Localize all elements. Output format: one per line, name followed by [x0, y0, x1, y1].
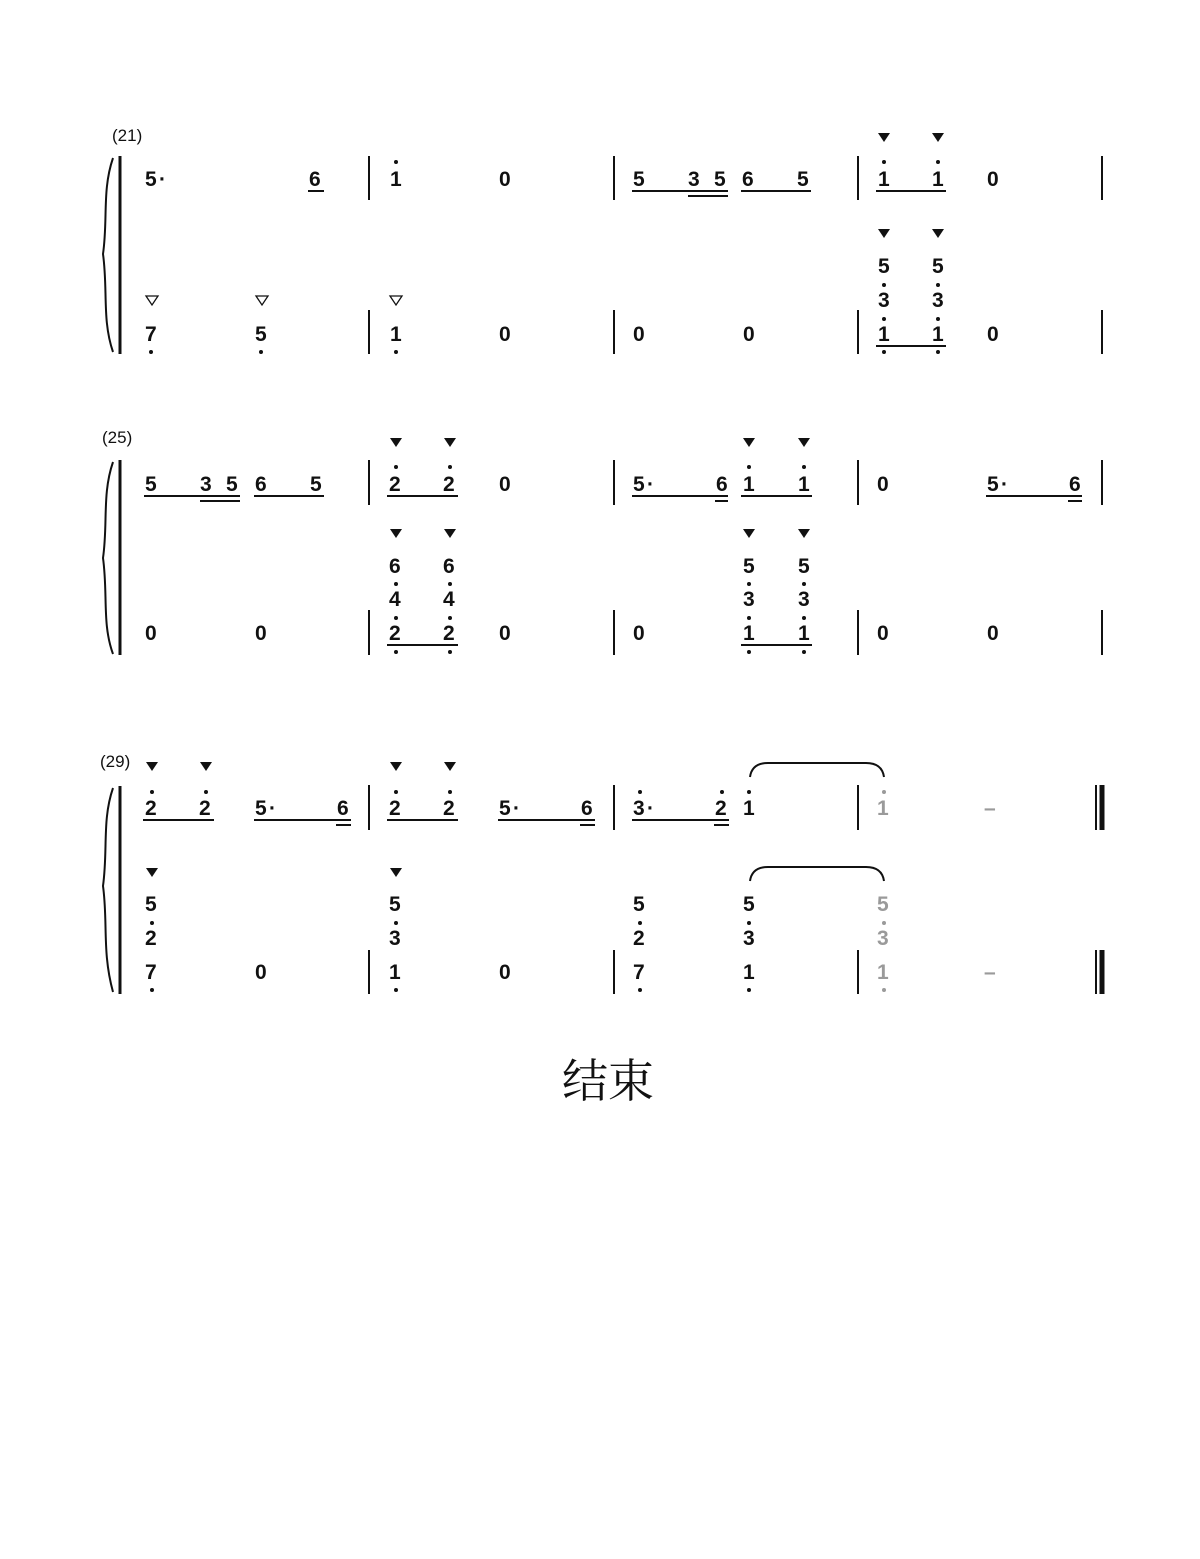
- rest: 0: [499, 473, 511, 496]
- measure-number-25: (25): [102, 428, 133, 447]
- accent-icon: [390, 438, 402, 447]
- octave-dot: [638, 988, 642, 992]
- chord-note: 5: [877, 893, 889, 916]
- chord-note: 5: [743, 893, 755, 916]
- accent-icon: [444, 529, 456, 538]
- dash-mark: –: [984, 961, 996, 984]
- octave-dot: [747, 465, 751, 469]
- octave-dot: [204, 790, 208, 794]
- octave-dot: [802, 465, 806, 469]
- tenuto-icon: [256, 296, 268, 305]
- brace-icon: [103, 462, 113, 654]
- note: 2: [443, 797, 455, 820]
- tie-arc: [750, 763, 884, 777]
- octave-dot: [150, 790, 154, 794]
- note: 1: [878, 168, 890, 191]
- octave-dot: [394, 790, 398, 794]
- chord-note: 3: [878, 289, 890, 312]
- tie-arc: [750, 867, 884, 881]
- chord-note: 5: [633, 893, 645, 916]
- octave-dot: [882, 283, 886, 287]
- tenuto-icon: [390, 296, 402, 305]
- accent-icon: [146, 868, 158, 877]
- accent-icon: [444, 762, 456, 771]
- note: 1: [743, 797, 755, 820]
- rest: 0: [877, 622, 889, 645]
- note: 1: [390, 323, 402, 346]
- dot-mark: ·: [269, 797, 276, 820]
- system-1: [103, 133, 1102, 354]
- octave-dot: [448, 582, 452, 586]
- note: 5: [255, 323, 267, 346]
- accent-icon: [878, 133, 890, 142]
- octave-dot: [747, 616, 751, 620]
- octave-dot: [394, 350, 398, 354]
- octave-dot: [747, 650, 751, 654]
- octave-dot: [936, 317, 940, 321]
- accent-icon: [798, 529, 810, 538]
- octave-dot: [638, 921, 642, 925]
- octave-dot: [259, 350, 263, 354]
- accent-icon: [932, 229, 944, 238]
- rest: 0: [743, 323, 755, 346]
- chord-note: 5: [145, 893, 157, 916]
- octave-dot: [882, 350, 886, 354]
- end-label: 结束: [562, 1054, 654, 1108]
- octave-dot: [802, 582, 806, 586]
- brace-icon: [103, 788, 113, 992]
- note: 2: [389, 473, 401, 496]
- chord-note: 5: [743, 555, 755, 578]
- note: 6: [742, 168, 754, 191]
- chord-note: 7: [633, 961, 645, 984]
- system-2: [103, 438, 1102, 655]
- note: 2: [443, 473, 455, 496]
- accent-icon: [390, 529, 402, 538]
- rest: 0: [877, 473, 889, 496]
- rest: 0: [145, 622, 157, 645]
- note: 6: [337, 797, 349, 820]
- note: 1: [390, 168, 402, 191]
- measure-number-21: (21): [112, 126, 143, 145]
- octave-dot: [936, 160, 940, 164]
- chord-note: 3: [743, 927, 755, 950]
- dash-mark: –: [984, 797, 996, 820]
- octave-dot: [448, 790, 452, 794]
- octave-dot: [747, 921, 751, 925]
- note: 3: [688, 168, 700, 191]
- chord-note: 7: [145, 961, 157, 984]
- octave-dot: [149, 350, 153, 354]
- accent-icon: [932, 133, 944, 142]
- accent-icon: [444, 438, 456, 447]
- note: 6: [581, 797, 593, 820]
- dot-mark: ·: [1001, 473, 1008, 496]
- measure-number-29: (29): [100, 752, 131, 771]
- rest: 0: [499, 961, 511, 984]
- note: 7: [145, 323, 157, 346]
- chord-note: 1: [932, 323, 944, 346]
- chord-note: 4: [443, 588, 455, 611]
- chord-note: 5: [878, 255, 890, 278]
- rest: 0: [987, 622, 999, 645]
- chord-note: 1: [743, 622, 755, 645]
- chord-note: 1: [389, 961, 401, 984]
- note: 5: [145, 168, 157, 191]
- octave-dot: [747, 790, 751, 794]
- brace-icon: [103, 158, 113, 352]
- dot-mark: ·: [647, 797, 654, 820]
- dot-mark: ·: [159, 168, 166, 191]
- dot-mark: ·: [647, 473, 654, 496]
- octave-dot: [802, 616, 806, 620]
- chord-note: 2: [145, 927, 157, 950]
- chord-note: 2: [443, 622, 455, 645]
- octave-dot: [394, 582, 398, 586]
- note: 2: [389, 797, 401, 820]
- note: 5: [987, 473, 999, 496]
- octave-dot: [394, 465, 398, 469]
- chord-note: 6: [443, 555, 455, 578]
- rest: 0: [255, 622, 267, 645]
- octave-dot: [882, 317, 886, 321]
- note: 2: [715, 797, 727, 820]
- note: 2: [145, 797, 157, 820]
- octave-dot: [882, 988, 886, 992]
- octave-dot: [802, 650, 806, 654]
- note: 6: [255, 473, 267, 496]
- note: 5: [145, 473, 157, 496]
- note: 5: [714, 168, 726, 191]
- octave-dot: [394, 988, 398, 992]
- rest: 0: [987, 323, 999, 346]
- octave-dot: [882, 921, 886, 925]
- chord-note: 5: [932, 255, 944, 278]
- dot-mark: ·: [513, 797, 520, 820]
- note: 5: [255, 797, 267, 820]
- note: 6: [1069, 473, 1081, 496]
- octave-dot: [448, 650, 452, 654]
- octave-dot: [448, 616, 452, 620]
- chord-note: 5: [389, 893, 401, 916]
- chord-note: 1: [878, 323, 890, 346]
- note: 6: [716, 473, 728, 496]
- chord-note: 3: [389, 927, 401, 950]
- chord-note: 3: [798, 588, 810, 611]
- accent-icon: [146, 762, 158, 771]
- note: 1: [743, 473, 755, 496]
- note: 5: [633, 168, 645, 191]
- rest: 0: [499, 323, 511, 346]
- octave-dot: [394, 650, 398, 654]
- octave-dot: [720, 790, 724, 794]
- rest: 0: [499, 622, 511, 645]
- octave-dot: [448, 465, 452, 469]
- chord-note: 3: [932, 289, 944, 312]
- chord-note: 1: [877, 961, 889, 984]
- chord-note: 1: [743, 961, 755, 984]
- rest: 0: [987, 168, 999, 191]
- octave-dot: [882, 790, 886, 794]
- chord-note: 3: [743, 588, 755, 611]
- octave-dot: [936, 350, 940, 354]
- accent-icon: [390, 762, 402, 771]
- note: 6: [309, 168, 321, 191]
- accent-icon: [743, 438, 755, 447]
- chord-note: 2: [389, 622, 401, 645]
- rest: 0: [633, 622, 645, 645]
- note: 5: [310, 473, 322, 496]
- chord-note: 6: [389, 555, 401, 578]
- rest: 0: [255, 961, 267, 984]
- accent-icon: [200, 762, 212, 771]
- note: 5: [226, 473, 238, 496]
- octave-dot: [394, 921, 398, 925]
- note: 1: [798, 473, 810, 496]
- accent-icon: [878, 229, 890, 238]
- octave-dot: [394, 616, 398, 620]
- octave-dot: [394, 160, 398, 164]
- chord-note: 3: [877, 927, 889, 950]
- note: 1: [932, 168, 944, 191]
- octave-dot: [638, 790, 642, 794]
- octave-dot: [882, 160, 886, 164]
- note: 5: [499, 797, 511, 820]
- chord-note: 4: [389, 588, 401, 611]
- octave-dot: [150, 988, 154, 992]
- chord-note: 5: [798, 555, 810, 578]
- note: 1: [877, 797, 889, 820]
- note: 3: [200, 473, 212, 496]
- rest: 0: [499, 168, 511, 191]
- octave-dot: [150, 921, 154, 925]
- accent-icon: [390, 868, 402, 877]
- octave-dot: [936, 283, 940, 287]
- note: 2: [199, 797, 211, 820]
- chord-note: 1: [798, 622, 810, 645]
- note: 3: [633, 797, 645, 820]
- accent-icon: [798, 438, 810, 447]
- octave-dot: [747, 582, 751, 586]
- note: 5: [797, 168, 809, 191]
- octave-dot: [747, 988, 751, 992]
- accent-icon: [743, 529, 755, 538]
- note: 5: [633, 473, 645, 496]
- rest: 0: [633, 323, 645, 346]
- tenuto-icon: [146, 296, 158, 305]
- chord-note: 2: [633, 927, 645, 950]
- system-3: [103, 762, 1102, 994]
